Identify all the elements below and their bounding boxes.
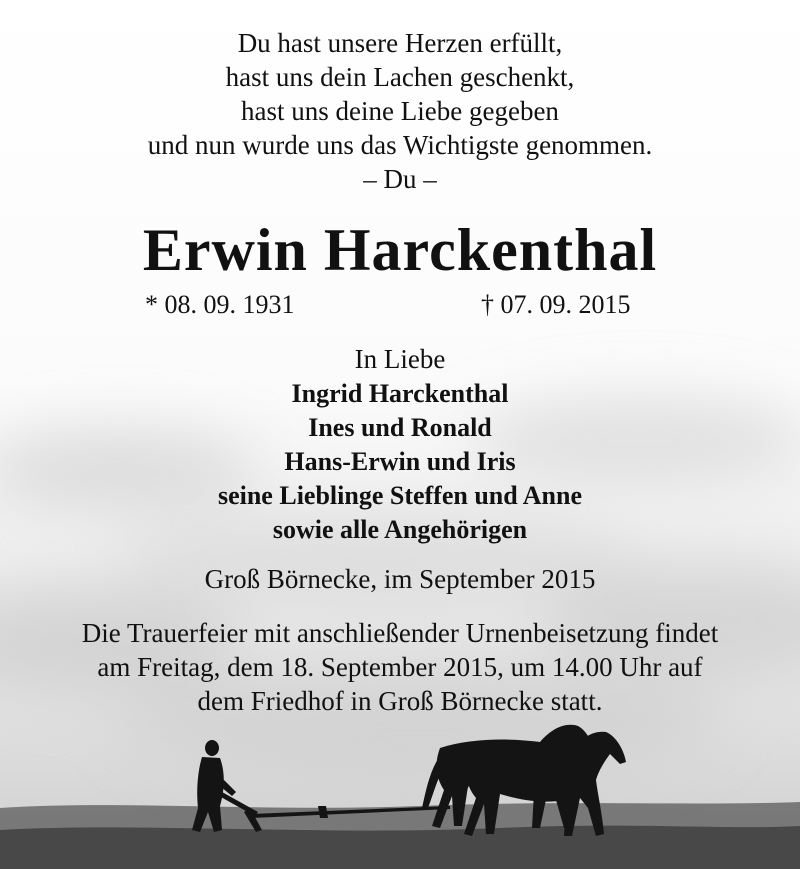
place-date: Groß Börnecke, im September 2015: [204, 564, 596, 594]
death-date: † 07. 09. 2015: [481, 290, 631, 319]
farmer-plowing-with-horses-silhouette: [0, 700, 800, 869]
deceased-name: Erwin Harckenthal: [142, 217, 658, 283]
poem-dedication: – Du –: [363, 164, 437, 194]
funeral-info-line: am Freitag, dem 18. September 2015, um 14.00 Uhr auf: [97, 652, 703, 682]
poem-line: Du hast unsere Herzen erfüllt,: [237, 28, 563, 58]
funeral-info-line: Die Trauerfeier mit anschließender Urnenbeisetzung findet: [81, 618, 719, 648]
mourner-name: Hans-Erwin und Iris: [284, 447, 516, 476]
mourner-name: Ingrid Harckenthal: [291, 379, 509, 408]
mourner-name: sowie alle Angehörigen: [272, 515, 528, 544]
poem-line: hast uns deine Liebe gegeben: [241, 96, 559, 126]
birth-date: * 08. 09. 1931: [145, 290, 295, 319]
funeral-info-line: dem Friedhof in Groß Börnecke statt.: [197, 686, 603, 716]
mourner-name: seine Lieblinge Steffen und Anne: [217, 481, 583, 510]
mourners-intro: In Liebe: [354, 344, 446, 374]
poem-line: hast uns dein Lachen geschenkt,: [225, 62, 575, 92]
poem-line: und nun wurde uns das Wichtigste genommen.: [147, 130, 653, 160]
mourner-name: Ines und Ronald: [308, 413, 492, 442]
